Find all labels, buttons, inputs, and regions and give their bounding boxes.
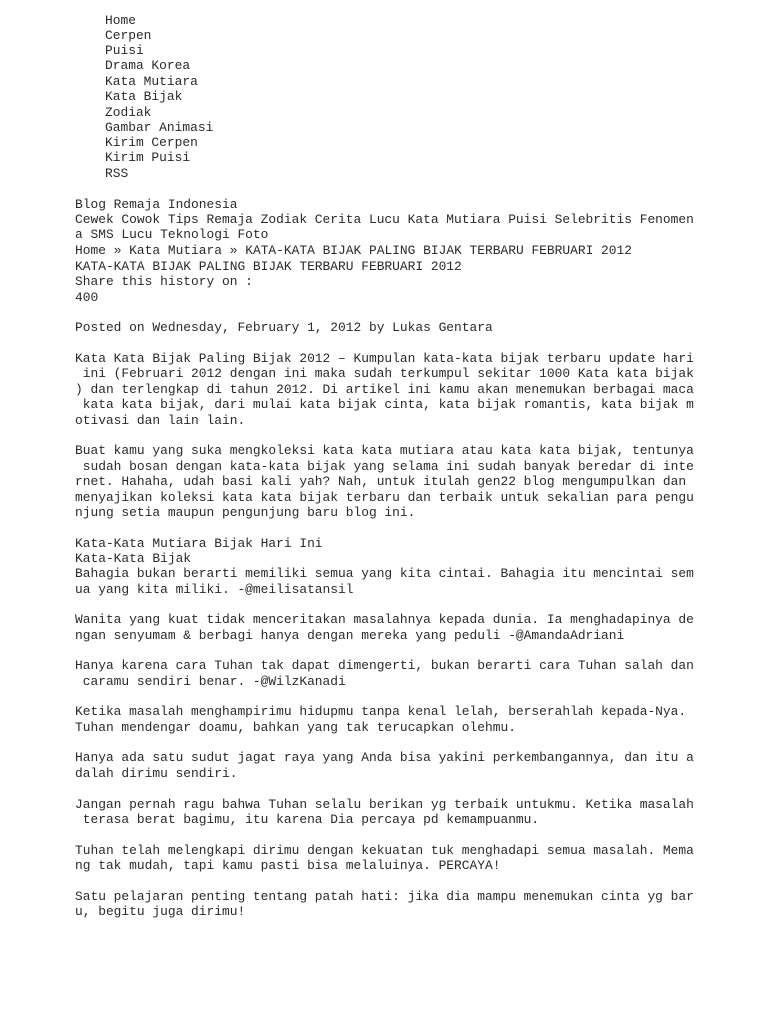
breadcrumb-separator: »: [105, 243, 130, 258]
quote-line: Hanya ada satu sudut jagat raya yang Anda bisa yakini perkembangannya, dan itu a: [75, 750, 694, 765]
section-heading: Kata-Kata Mutiara Bijak Hari Ini: [75, 536, 323, 551]
paragraph-line: sudah bosan dengan kata-kata bijak yang selama ini sudah banyak beredar di inte: [75, 459, 694, 474]
nav-item-kirim-puisi[interactable]: Kirim Puisi: [105, 150, 191, 165]
quote-line: caramu sendiri benar. -@WilzKanadi: [75, 674, 346, 689]
site-title[interactable]: Blog Remaja Indonesia: [75, 197, 238, 212]
section-subheading: Kata-Kata Bijak: [75, 551, 192, 566]
quote-line: dalah dirimu sendiri.: [75, 766, 238, 781]
quote-line: Bahagia bukan berarti memiliki semua yang kita cintai. Bahagia itu mencintai sem: [75, 566, 694, 581]
nav-item-drama-korea[interactable]: Drama Korea: [105, 58, 191, 73]
quote-line: Jangan pernah ragu bahwa Tuhan selalu berikan yg terbaik untukmu. Ketika masalah: [75, 797, 694, 812]
paragraph-line: ini (Februari 2012 dengan ini maka sudah terkumpul sekitar 1000 Kata kata bijak: [75, 366, 694, 381]
breadcrumb: [75, 243, 632, 258]
paragraph-line: ) dan terlengkap di tahun 2012. Di artikel ini kamu akan menemukan berbagai maca: [75, 382, 694, 397]
quote-line: ngan senyumam & berbagi hanya dengan mereka yang peduli -@AmandaAdriani: [75, 628, 625, 643]
paragraph-line: Buat kamu yang suka mengkoleksi kata kata mutiara atau kata kata bijak, tentunya: [75, 443, 694, 458]
paragraph-line: njung setia maupun pengunjung baru blog ini.: [75, 505, 416, 520]
post-title: KATA-KATA BIJAK PALING BIJAK TERBARU FEBRUARI 2012: [75, 259, 462, 274]
nav-item-puisi[interactable]: Puisi: [105, 43, 144, 58]
paragraph-line: Kata Kata Bijak Paling Bijak 2012 – Kumpulan kata-kata bijak terbaru update hari: [75, 351, 694, 366]
site-tagline-line: Cewek Cowok Tips Remaja Zodiak Cerita Lucu Kata Mutiara Puisi Selebritis Fenomen: [75, 212, 694, 227]
breadcrumb-separator: »: [222, 243, 246, 258]
nav-item-zodiak[interactable]: Zodiak: [105, 105, 152, 120]
quote-line: ua yang kita miliki. -@meilisatansil: [75, 582, 354, 597]
quote-line: Satu pelajaran penting tentang patah hati: jika dia mampu menemukan cinta yg bar: [75, 889, 694, 904]
quote-line: Hanya karena cara Tuhan tak dapat dimengerti, bukan berarti cara Tuhan salah dan: [75, 658, 694, 673]
breadcrumb-home-link[interactable]: Home: [75, 243, 106, 258]
quote-line: Wanita yang kuat tidak menceritakan masalahnya kepada dunia. Ia menghadapinya de: [75, 612, 694, 627]
share-count: 400: [75, 290, 99, 305]
paragraph-line: otivasi dan lain lain.: [75, 413, 246, 428]
breadcrumb-current: KATA-KATA BIJAK PALING BIJAK TERBARU FEBRUARI 2012: [245, 243, 633, 258]
nav-item-kata-bijak[interactable]: Kata Bijak: [105, 89, 183, 104]
quote-line: ng tak mudah, tapi kamu pasti bisa melaluinya. PERCAYA!: [75, 858, 501, 873]
site-tagline-line: a SMS Lucu Teknologi Foto: [75, 227, 269, 242]
paragraph-line: menyajikan koleksi kata kata bijak terbaru dan terbaik untuk sekalian para pengu: [75, 490, 694, 505]
nav-item-gambar-animasi[interactable]: Gambar Animasi: [105, 120, 214, 135]
share-label: Share this history on :: [75, 274, 253, 289]
quote-line: Tuhan telah melengkapi dirimu dengan kekuatan tuk menghadapi semua masalah. Mema: [75, 843, 694, 858]
nav-item-kirim-cerpen[interactable]: Kirim Cerpen: [105, 135, 198, 150]
nav-item-home[interactable]: Home: [105, 13, 136, 28]
quote-line: terasa berat bagimu, itu karena Dia percaya pd kemampuanmu.: [75, 812, 540, 827]
post-meta: Posted on Wednesday, February 1, 2012 by Lukas Gentara: [75, 320, 493, 335]
nav-item-cerpen[interactable]: Cerpen: [105, 28, 152, 43]
quote-line: Tuhan mendengar doamu, bahkan yang tak terucapkan olehmu.: [75, 720, 516, 735]
paragraph-line: rnet. Hahaha, udah basi kali yah? Nah, untuk itulah gen22 blog mengumpulkan dan: [75, 474, 687, 489]
quote-line: Ketika masalah menghampirimu hidupmu tanpa kenal lelah, berserahlah kepada-Nya.: [75, 704, 687, 719]
quote-line: u, begitu juga dirimu!: [75, 904, 246, 919]
nav-item-kata-mutiara[interactable]: Kata Mutiara: [105, 74, 198, 89]
nav-item-rss[interactable]: RSS: [105, 166, 129, 181]
paragraph-line: kata kata bijak, dari mulai kata bijak cinta, kata bijak romantis, kata bijak m: [75, 397, 694, 412]
breadcrumb-category-link[interactable]: Kata Mutiara: [129, 243, 222, 258]
